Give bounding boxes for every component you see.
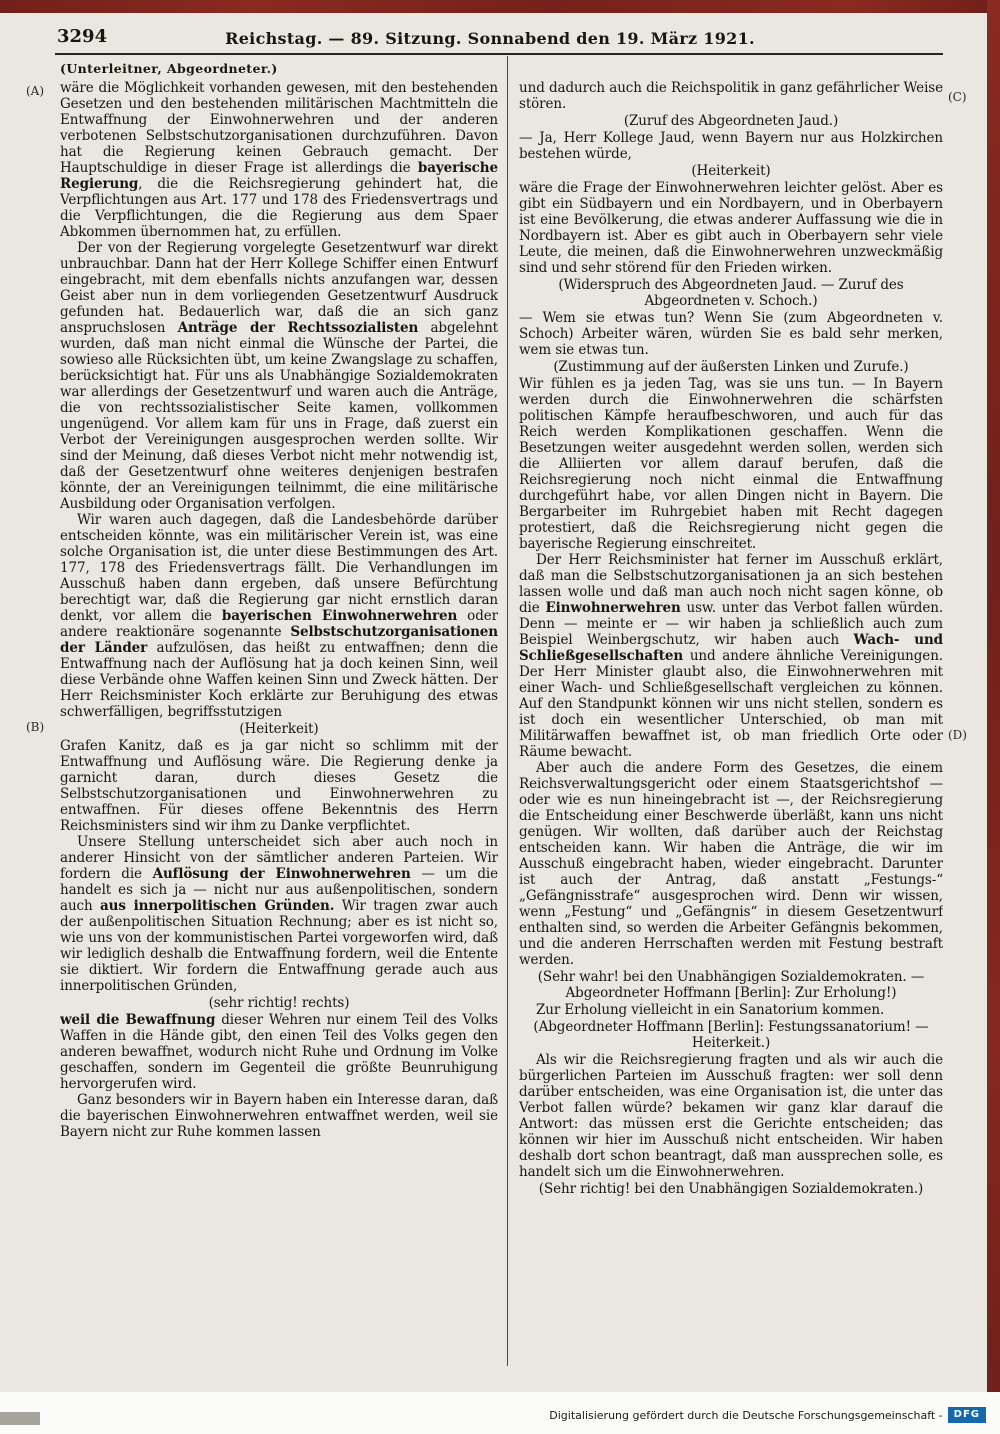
text-run: Als wir die Reichsregierung fragten und als wir auch die bürgerlichen Parteien im Ausschuß fragten: wer soll denn darüber entscheiden, was eine Organisation ist, die unter das Verbot fallen würde? bekamen wir ganz klar darauf die Antwort: das müssen erst die Gerichte entscheiden; das können wir hier im Ausschuß nicht entscheiden. Wir haben deshalb dort schon beantragt, daß man aussprechen solle, es handelt sich um die Einwohnerwehren. — [519, 1052, 943, 1180]
text-paragraph — [519, 1002, 943, 1018]
text-run: (Widerspruch des Abgeordneten Jaud. — Zuruf des Abgeordneten v. Schoch.) — [558, 277, 904, 309]
text-run: wäre die Möglichkeit vorhanden gewesen, mit den bestehenden Gesetzen und den bestehenden militärischen Machtmitteln die Entwaffnung der Einwohnerwehren und der anderen verbotenen Selbstschutzorganisationen durchzuführen. Davon hat die Regierung keinen Gebrauch gemacht. Der Hauptschuldige in dieser Frage ist allerdings die — [60, 80, 498, 176]
text-paragraph — [60, 738, 498, 834]
text-run: und dadurch auch die Reichspolitik in ganz gefährlicher Weise stören. — [519, 80, 943, 112]
scan-edge-right — [987, 0, 1000, 1392]
text-paragraph — [60, 512, 498, 720]
text-run: (Sehr wahr! bei den Unabhängigen Sozialdemokraten. — Abgeordneter Hoffmann [Berlin]: Zur Erholung!) — [537, 969, 925, 1001]
emphasized-text: Wach- und Schließgesellschaften — [519, 632, 943, 664]
emphasized-text: bayerischen Einwohnerwehren — [221, 608, 458, 624]
text-run: — Wem sie etwas tun? Wenn Sie (zum Abgeordneten v. Schoch) Arbeiter wären, würden Sie es bald sehr merken, wem sie etwas tun. — [519, 310, 943, 358]
text-paragraph — [519, 1052, 943, 1180]
text-run: Zur Erholung vielleicht in ein Sanatorium kommen. — [536, 1002, 885, 1018]
text-run: Der Herr Reichsminister hat ferner im Ausschuß erklärt, daß man die Selbstschutzorganisationen ja an sich bestehen lassen wolle und daß man auch noch nicht sagen könne, ob die — [519, 552, 943, 616]
stage-direction — [519, 969, 943, 1001]
text-paragraph — [60, 1012, 498, 1092]
emphasized-text: Selbstschutzorganisationen der Länder — [60, 624, 498, 656]
text-run: (Zuruf des Abgeordneten Jaud.) — [623, 113, 839, 129]
text-paragraph — [519, 552, 943, 760]
emphasized-text: bayerische Regierung — [60, 160, 498, 192]
text-paragraph — [60, 1092, 498, 1140]
stage-direction — [519, 1019, 943, 1051]
text-run: (Abgeordneter Hoffmann [Berlin]: Festungssanatorium! — Heiterkeit.) — [533, 1019, 929, 1051]
text-run: wäre die Frage der Einwohnerwehren leichter gelöst. Aber es gibt ein Südbayern und ein Nordbayern, und in Oberbayern ist eine Bevölkerung, die etwas anderer Auffassung wie die in Nordbayern ist. Aber es gibt auch in Oberbayern sehr viele Leute, die meinen, daß die Einwohnerwehren unzweckmäßig sind und sehr störend für den Frieden wirken. — [519, 180, 943, 276]
dfg-logo: DFG — [948, 1407, 986, 1423]
text-run: Wir fühlen es ja jeden Tag, was sie uns tun. — In Bayern werden durch die Einwohnerwehren die schärfsten politischen Kämpfe heraufbeschworen, und auch für das Reich werden Komplikationen geschaffen. Wenn die Besetzungen weiter ausgedehnt werden sollen, werden sich die Alliierten vor allem darauf berufen, daß die Reichsregierung noch nicht einmal die Entwaffnung durchgeführt habe, vor allen Dingen nicht in Bayern. Die Bergarbeiter im Ruhrgebiet haben mit Recht dagegen protestiert, daß die Reichsregierung nicht gegen die bayerische Regierung einschreitet. — [519, 376, 943, 552]
left-column — [60, 80, 498, 1365]
stage-direction — [519, 1181, 943, 1197]
text-paragraph — [519, 310, 943, 358]
text-paragraph — [519, 80, 943, 112]
text-run: Wir waren auch dagegen, daß die Landesbehörde darüber entscheiden könnte, was ein militärischer Verein ist, was eine solche Organisation ist, die unter diese Bestimmungen des Art. 177, 178 des Friedensvertrags fällt. Die Verhandlungen im Ausschuß haben dann ergeben, daß unsere Befürchtung berechtigt war, daß die Regierung gar nicht ernstlich daran denkt, vor allem die — [60, 512, 498, 624]
text-run: Ganz besonders wir in Bayern haben ein Interesse daran, daß die bayerischen Einwohnerwehren entwaffnet werden, weil sie Bayern nicht zur Ruhe kommen lassen — [60, 1092, 498, 1140]
right-column — [519, 80, 943, 1370]
text-run: Der von der Regierung vorgelegte Gesetzentwurf war direkt unbrauchbar. Dann hat der Herr Kollege Schiffer einen Entwurf eingebracht, mit dem ebenfalls nichts anzufangen war, dessen Geist aber nun in dem vorliegenden Gesetzentwurf Ausdruck gefunden hat. Bedauerlich war, daß die an sich ganz anspruchslosen — [60, 240, 498, 336]
text-run: , die die Reichsregierung gehindert hat, die Verpflichtungen aus Art. 177 und 178 des Friedensvertrags und die Verpflichtungen, die die Regierung aus dem Spaer Abkommen übernommen hat, zu erfüllen. — [60, 176, 498, 240]
digitization-credit — [549, 1407, 986, 1423]
text-paragraph — [519, 376, 943, 552]
text-run: (Zustimmung auf der äußersten Linken und Zurufe.) — [553, 359, 909, 375]
scan-artifact — [0, 1412, 40, 1425]
text-run: Wir tragen zwar auch der außenpolitischen Situation Rechnung; aber es ist nicht so, wie uns von der kommunistischen Partei vorgeworfen wird, daß wir lediglich deshalb die Entwaffnung fordern, weil die Entente sie diktiert. Wir fordern die Entwaffnung gerade auch aus innerpolitischen Gründen, — [60, 898, 498, 994]
page-header-title: Reichstag. — 89. Sitzung. Sonnabend den 19. März 1921. — [225, 29, 755, 48]
text-paragraph — [519, 130, 943, 162]
text-paragraph — [60, 834, 498, 994]
text-run: und andere ähnliche Vereinigungen. Der Herr Minister glaubt also, die Einwohnerwehren mit einer Wach- und Schließgesellschaft vergleichen zu können. Auf den Standpunkt können wir uns nicht stellen, sondern es ist doch ein wesentlicher Unterschied, ob man mit Militärwaffen bewaffnet ist, ob man friedlich Orte oder Räume bewacht. — [519, 648, 943, 760]
credit-text: Digitalisierung gefördert durch die Deutsche Forschungsgemeinschaft - — [549, 1408, 943, 1422]
column-divider — [507, 56, 508, 1366]
text-paragraph — [519, 180, 943, 276]
scan-bottom-margin — [0, 1392, 1000, 1434]
text-run: (Sehr richtig! bei den Unabhängigen Sozialdemokraten.) — [538, 1181, 924, 1197]
emphasized-text: Einwohnerwehren — [545, 600, 681, 616]
stage-direction — [519, 113, 943, 129]
emphasized-text: Anträge der Rechtssozialisten — [177, 320, 419, 336]
speaker-note: (Unterleitner, Abgeordneter.) — [60, 61, 278, 76]
text-run: (Heiterkeit) — [239, 721, 319, 737]
text-paragraph — [60, 240, 498, 512]
scan-edge-top — [0, 0, 1000, 13]
stage-direction — [519, 277, 943, 309]
text-paragraph — [60, 80, 498, 240]
emphasized-text: aus innerpolitischen Gründen. — [99, 898, 335, 914]
text-run: Aber auch die andere Form des Gesetzes, die einem Reichsverwaltungsgericht oder einem Staatsgerichtshof — oder wie es nun hineingebracht ist —, der Reichsregierung die Entscheidung einer Beschwerde überläßt, kann uns nicht genügen. Wir wollten, daß darüber auch der Reichstag entscheiden kann. Wir haben die Anträge, die wir im Ausschuß eingebracht haben, wieder eingebracht. Darunter ist auch der Antrag, daß anstatt „Festungs-“ „Gefängnisstrafe“ ausgesprochen wird. Denn wir wissen, wenn „Festung“ und „Gefängnis“ in diesem Gesetzentwurf enthalten sind, so werden die Arbeiter Gefängnis bekommen, und die anderen Herrschaften werden mit Festung bestraft werden. — [519, 760, 943, 968]
page-number: 3294 — [57, 26, 108, 47]
stage-direction — [519, 163, 943, 179]
margin-marker-d: (D) — [948, 728, 967, 742]
text-run: (sehr richtig! rechts) — [208, 995, 350, 1011]
margin-marker-a: (A) — [26, 84, 45, 98]
stage-direction — [60, 995, 498, 1011]
text-run: Unsere Stellung unterscheidet sich aber auch noch in anderer Hinsicht von der sämtlicher anderen Parteien. Wir fordern die — [60, 834, 498, 882]
text-run: aufzulösen, das heißt zu entwaffnen; denn die Entwaffnung nach der Auflösung hat ja doch keinen Sinn, weil diese Verbände ohne Waffen keinen Sinn und Zweck hätten. Der Herr Reichsminister Koch erklärte zur Beruhigung des etwas schwerfälligen, begriffsstutzigen — [60, 640, 498, 720]
emphasized-text: Auflösung der Einwohnerwehren — [152, 866, 411, 882]
header-rule — [55, 53, 943, 55]
text-run: usw. unter das Verbot fallen würden. Denn — meinte er — wir haben ja schließlich auch zum Beispiel Weinbergschutz, wir haben auch — [519, 600, 943, 648]
emphasized-text: weil die Bewaffnung — [60, 1012, 216, 1028]
margin-marker-c: (C) — [948, 90, 967, 104]
text-run: abgelehnt wurden, daß man nicht einmal die Wünsche der Partei, die sowieso alle Rücksichten übt, um keine Zwangslage zu schaffen, berücksichtigt hat. Für uns als Unabhängige Sozialdemokraten war allerdings der Gesetzentwurf und waren auch die Anträge, die von rechtssozialistischer Seite kamen, vollkommen ungenügend. Vor allem kam für uns in Frage, daß zuerst ein Verbot der Vereinigungen ausgesprochen werden sollte. Wir sind der Meinung, daß dieses Verbot nicht mehr notwendig ist, daß der Gesetzentwurf ohne weiteres denjenigen bestrafen könnte, der an Vereinigungen teilnimmt, die eine militärische Ausbildung oder Organisation verfolgen. — [60, 320, 498, 512]
stage-direction — [519, 359, 943, 375]
text-run: Grafen Kanitz, daß es ja gar nicht so schlimm mit der Entwaffnung und Auflösung wäre. Die Regierung denke ja garnicht daran, durch dieses Gesetz die Selbstschutzorganisationen und Einwohnerwehren zu entwaffnen. Für dieses offene Bekenntnis des Herrn Reichsministers sind wir ihm zu Danke verpflichtet. — [60, 738, 498, 834]
text-run: — Ja, Herr Kollege Jaud, wenn Bayern nur aus Holzkirchen bestehen würde, — [519, 130, 943, 162]
text-run: — um die handelt es sich ja — nicht nur aus außenpolitischen, sondern auch — [60, 866, 498, 914]
stage-direction — [60, 721, 498, 737]
margin-marker-b: (B) — [26, 720, 45, 734]
text-run: (Heiterkeit) — [691, 163, 771, 179]
text-paragraph — [519, 760, 943, 968]
text-run: oder andere reaktionäre sogenannte — [60, 608, 498, 640]
text-run: dieser Wehren nur einem Teil des Volks Waffen in die Hände gibt, den einen Teil des Volks gegen den anderen bewaffnet, wodurch nicht Ruhe und Ordnung im Volke geschaffen, sondern im Gegenteil die größte Beunruhigung hervorgerufen wird. — [60, 1012, 498, 1092]
